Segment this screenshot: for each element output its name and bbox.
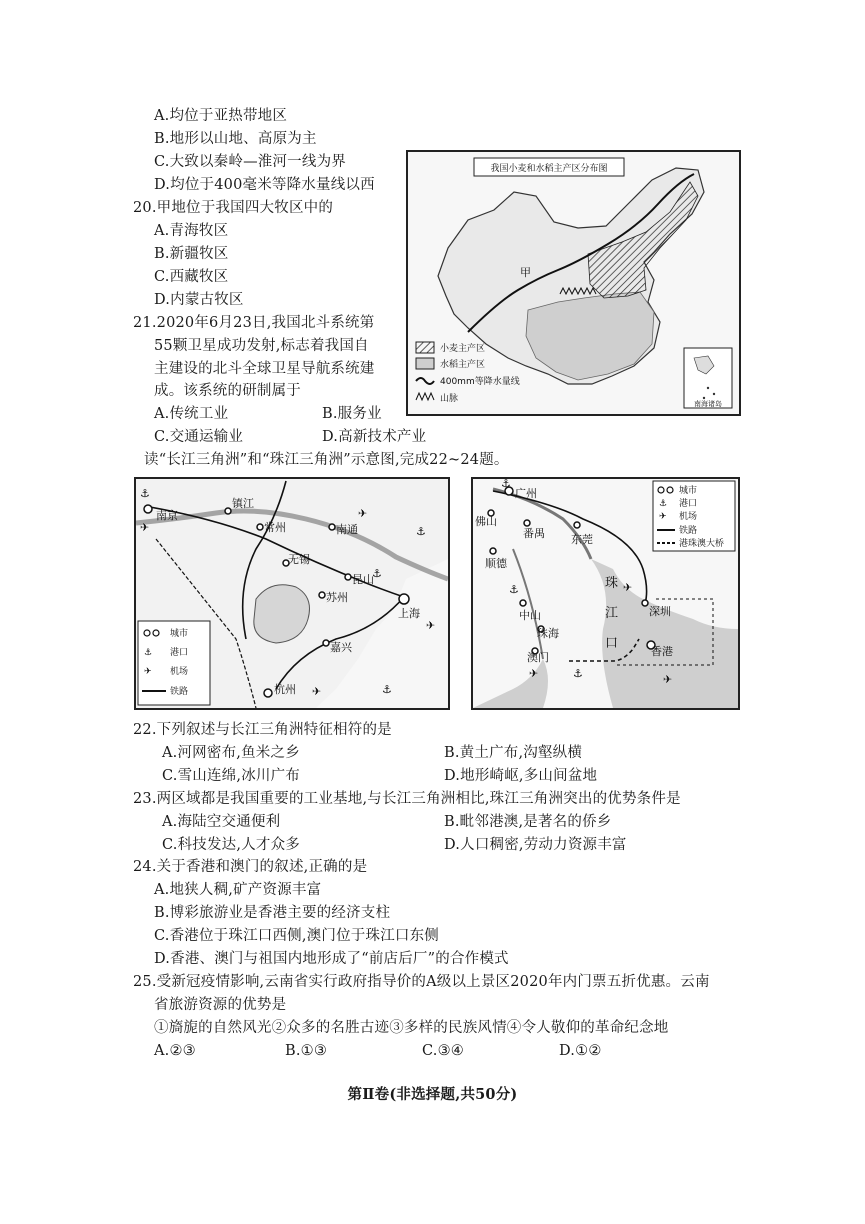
- q25-stem-line2: 省旅游资源的优势是: [154, 997, 287, 1013]
- city-zhuhai: 珠海: [537, 627, 559, 640]
- q25-option-d: D.①②: [559, 1043, 602, 1059]
- city-shanghai: 上海: [398, 607, 420, 620]
- pr-legend-rail: 铁路: [679, 526, 698, 536]
- city-changzhou: 常州: [264, 521, 286, 534]
- city-foshan: 佛山: [475, 515, 497, 528]
- svg-text:⚓: ⚓: [140, 487, 150, 500]
- q22-option-c: C.雪山连绵,冰川广布: [162, 768, 300, 784]
- q25-items: ①旖旎的自然风光②众多的名胜古迹③多样的民族风情④令人敬仰的革命纪念地: [154, 1020, 669, 1036]
- q23-option-a: A.海陆空交通便利: [162, 814, 281, 830]
- q21-stem-line3: 主建设的北斗全球卫星导航系统建: [154, 361, 375, 377]
- svg-text:⚓: ⚓: [573, 667, 583, 680]
- svg-text:✈: ✈: [140, 521, 150, 534]
- svg-text:⚓: ⚓: [382, 683, 392, 696]
- q21-stem-line4: 成。该系统的研制属于: [154, 383, 301, 399]
- q20-option-b: B.新疆牧区: [154, 246, 229, 262]
- q19-option-b: B.地形以山地、高原为主: [154, 131, 317, 147]
- city-shunde: 顺德: [485, 557, 507, 570]
- city-hongkong: 香港: [651, 645, 673, 658]
- q22-option-b: B.黄土广布,沟壑纵横: [444, 745, 583, 761]
- q24-option-a: A.地狭人稠,矿产资源丰富: [154, 882, 322, 898]
- q20-option-c: C.西藏牧区: [154, 269, 229, 285]
- svg-text:✈: ✈: [426, 619, 436, 632]
- q24-option-b: B.博彩旅游业是香港主要的经济支柱: [154, 905, 391, 921]
- city-panyu: 番禺: [523, 527, 545, 540]
- legend-wheat-label: 小麦主产区: [440, 344, 486, 354]
- svg-text:✈: ✈: [529, 667, 539, 680]
- legend-mountain-label: 山脉: [440, 394, 459, 404]
- pr-legend-bridge: 港珠澳大桥: [679, 539, 725, 549]
- city-kunshan: 昆山: [352, 573, 374, 586]
- q22-stem: 22.下列叙述与长江三角洲特征相符的是: [133, 722, 392, 738]
- city-shenzhen: 深圳: [649, 605, 671, 618]
- svg-text:✈: ✈: [144, 667, 152, 677]
- svg-text:⚓: ⚓: [416, 525, 426, 538]
- svg-text:⚓: ⚓: [509, 583, 519, 596]
- q19-option-a: A.均位于亚热带地区: [154, 108, 288, 124]
- q21-option-a: A.传统工业: [154, 406, 229, 422]
- yz-legend-city: 城市: [170, 629, 189, 639]
- q25-option-c: C.③④: [422, 1043, 464, 1059]
- city-zhenjiang: 镇江: [232, 497, 254, 510]
- q22-option-a: A.河网密布,鱼米之乡: [162, 745, 300, 761]
- intro-22-24: 读“长江三角洲”和“珠江三角洲”示意图,完成22~24题。: [144, 452, 509, 468]
- pearl-delta-map: [471, 477, 740, 710]
- svg-text:✈: ✈: [312, 685, 322, 698]
- svg-text:⚓: ⚓: [659, 499, 668, 509]
- city-dongguan: 东莞: [571, 533, 593, 546]
- q21-stem-line1: 21.2020年6月23日,我国北斗系统第: [133, 315, 375, 331]
- city-nantong: 南通: [336, 523, 358, 536]
- svg-text:⚓: ⚓: [144, 648, 153, 658]
- svg-text:✈: ✈: [623, 581, 633, 594]
- legend-rice-label: 水稻主产区: [440, 360, 486, 370]
- yz-legend-port: 港口: [170, 648, 189, 658]
- svg-text:✈: ✈: [663, 673, 673, 686]
- inset-label: 南海诸岛: [694, 400, 722, 408]
- svg-text:✈: ✈: [358, 507, 368, 520]
- q19-option-d: D.均位于400毫米等降水量线以西: [154, 177, 375, 193]
- china-map-jia-label: 甲: [520, 266, 531, 279]
- q22-option-d: D.地形崎岖,多山间盆地: [444, 768, 598, 784]
- svg-text:✈: ✈: [659, 512, 667, 522]
- city-nanjing: 南京: [156, 509, 178, 522]
- q24-option-d: D.香港、澳门与祖国内地形成了“前店后厂”的合作模式: [154, 951, 509, 967]
- estuary-label-2: 江: [605, 606, 619, 621]
- svg-text:⚓: ⚓: [372, 567, 382, 580]
- q23-option-d: D.人口稠密,劳动力资源丰富: [444, 837, 627, 853]
- city-hangzhou: 杭州: [274, 683, 296, 696]
- legend-400mm-label: 400mm等降水量线: [440, 377, 520, 387]
- estuary-label-1: 珠: [605, 576, 619, 591]
- q23-option-b: B.毗邻港澳,是著名的侨乡: [444, 814, 612, 830]
- q21-option-d: D.高新技术产业: [322, 429, 427, 445]
- q24-option-c: C.香港位于珠江口西侧,澳门位于珠江口东侧: [154, 928, 439, 944]
- q25-stem-line1: 25.受新冠疫情影响,云南省实行政府指导价的A级以上景区2020年内门票五折优惠。云南: [133, 974, 710, 990]
- city-guangzhou: 广州: [515, 487, 537, 500]
- city-suzhou: 苏州: [326, 591, 348, 604]
- china-crop-map: [406, 150, 741, 416]
- pr-legend-port: 港口: [679, 499, 698, 509]
- pr-legend-city: 城市: [679, 486, 698, 496]
- pr-legend-airport: 机场: [679, 512, 698, 522]
- q19-option-c: C.大致以秦岭—淮河一线为界: [154, 154, 346, 170]
- section2-title: 第Ⅱ卷(非选择题,共50分): [347, 1086, 518, 1103]
- china-map-title: 我国小麦和水稻主产区分布图: [490, 164, 608, 174]
- yz-legend-airport: 机场: [170, 667, 189, 677]
- yz-legend-rail: 铁路: [170, 687, 189, 697]
- yangtze-delta-map: [134, 477, 450, 710]
- q23-stem: 23.两区域都是我国重要的工业基地,与长江三角洲相比,珠江三角洲突出的优势条件是: [133, 791, 681, 807]
- estuary-label-3: 口: [605, 636, 619, 651]
- q21-stem-line2: 55颗卫星成功发射,标志着我国自: [154, 338, 369, 354]
- q23-option-c: C.科技发达,人才众多: [162, 837, 300, 853]
- q21-option-c: C.交通运输业: [154, 429, 244, 445]
- city-wuxi: 无锡: [288, 553, 310, 566]
- q20-stem: 20.甲地位于我国四大牧区中的: [133, 200, 334, 216]
- city-zhongshan: 中山: [519, 609, 541, 622]
- svg-text:⚓: ⚓: [501, 479, 511, 490]
- q20-option-d: D.内蒙古牧区: [154, 292, 244, 308]
- q24-stem: 24.关于香港和澳门的叙述,正确的是: [133, 859, 368, 875]
- q25-option-b: B.①③: [285, 1043, 328, 1059]
- q21-option-b: B.服务业: [322, 406, 382, 422]
- city-jiaxing: 嘉兴: [330, 641, 352, 654]
- q20-option-a: A.青海牧区: [154, 223, 229, 239]
- q25-option-a: A.②③: [154, 1043, 196, 1059]
- city-macau: 澳门: [527, 651, 549, 664]
